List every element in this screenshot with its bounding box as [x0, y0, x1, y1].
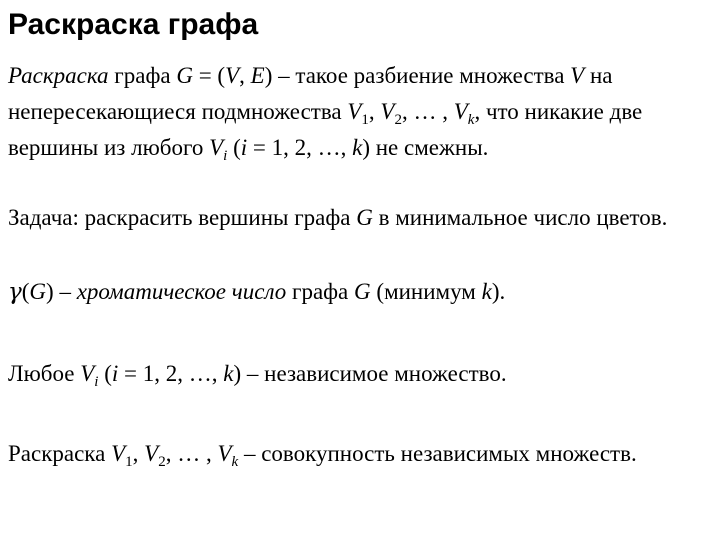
chromatic-number-paragraph — [8, 274, 712, 310]
coloring-sets-paragraph — [8, 436, 712, 472]
var-V1: V — [111, 441, 126, 466]
var-Vk: V — [453, 99, 468, 124]
var-i: i — [240, 135, 248, 160]
task-paragraph — [8, 200, 712, 236]
text: в минимальное число цветов. — [372, 205, 668, 230]
text: ) – независимое множество. — [233, 361, 507, 386]
text: ( — [21, 279, 30, 304]
var-Vi: V — [80, 361, 95, 386]
text: , — [368, 99, 381, 124]
var-V: V — [570, 63, 585, 88]
text: Раскраска — [8, 441, 112, 466]
text: , … , — [165, 441, 218, 466]
text: = ( — [192, 63, 226, 88]
text: графа — [286, 279, 355, 304]
text: , — [132, 441, 145, 466]
subscript: k — [467, 112, 475, 128]
var-i: i — [111, 361, 119, 386]
subscript: k — [231, 454, 239, 470]
text: Задача: раскрасить вершины графа — [8, 205, 357, 230]
text: ( — [98, 361, 112, 386]
text: (минимум — [370, 279, 482, 304]
var-G: G — [354, 279, 371, 304]
var-V1: V — [347, 99, 362, 124]
text: – совокупность независимых множеств. — [238, 441, 637, 466]
text: , … , — [401, 99, 454, 124]
var-E: E — [250, 63, 265, 88]
subscript: i — [94, 374, 99, 390]
text: графа — [108, 63, 177, 88]
var-k: k — [481, 279, 492, 304]
text: ( — [227, 135, 241, 160]
var-Vk: V — [217, 441, 232, 466]
var-G: G — [356, 205, 373, 230]
var-Vi: V — [209, 135, 224, 160]
text: ) – — [46, 279, 77, 304]
var-k: k — [223, 361, 234, 386]
var-k: k — [352, 135, 363, 160]
text: ) – такое разбиение множества — [264, 63, 571, 88]
var-G: G — [176, 63, 193, 88]
term-chromatic-number: хроматическое число — [76, 279, 287, 304]
slide-title: Раскраска графа — [8, 8, 259, 41]
gamma-symbol: γ — [8, 279, 22, 305]
text: , что никакие две вершины из любого — [8, 99, 643, 160]
term-coloring: Раскраска — [8, 63, 109, 88]
text: ) не смежны. — [362, 135, 489, 160]
independent-set-paragraph — [8, 356, 712, 392]
text: = 1, 2, …, — [118, 361, 224, 386]
subscript: 2 — [158, 454, 166, 470]
text: , — [239, 63, 251, 88]
subscript: i — [223, 148, 228, 164]
var-V2: V — [144, 441, 159, 466]
text: = 1, 2, …, — [247, 135, 353, 160]
subscript: 1 — [361, 112, 369, 128]
definition-paragraph — [8, 58, 712, 166]
text: Любое — [8, 361, 81, 386]
text: на непересекающиеся подмножества — [8, 63, 613, 124]
text: ). — [491, 279, 506, 304]
var-V: V — [225, 63, 240, 88]
subscript: 1 — [125, 454, 133, 470]
subscript: 2 — [394, 112, 402, 128]
var-V2: V — [380, 99, 395, 124]
var-G: G — [29, 279, 47, 304]
